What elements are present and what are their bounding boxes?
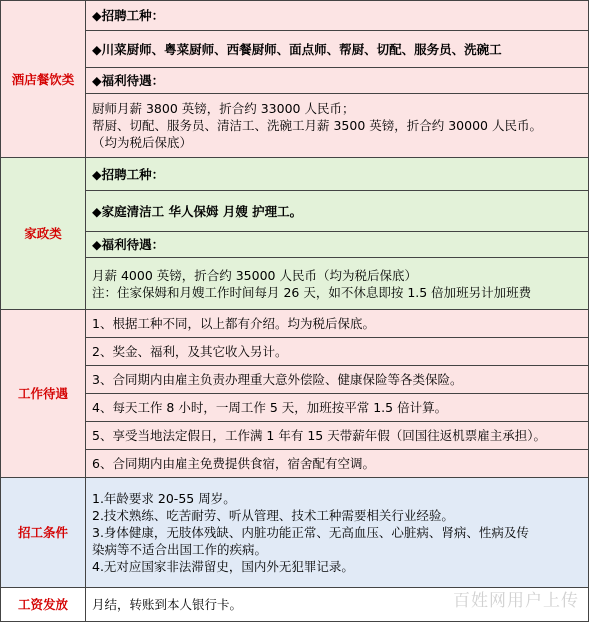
- domestic-category: 家政类: [1, 158, 86, 310]
- hotel-recruit-header-row: [1, 1, 589, 31]
- conditions-line: 1.年龄要求 20-55 周岁。: [92, 491, 236, 506]
- hotel-welfare-line: （均为税后保底）: [92, 135, 193, 150]
- treatment-row: [1, 450, 589, 478]
- domestic-welfare-header: ◆福利待遇：: [86, 232, 589, 258]
- conditions-line: 染病等不适合出国工作的疾病。: [92, 542, 268, 557]
- domestic-recruit-header-row: [1, 158, 589, 191]
- domestic-welfare-cell: [86, 258, 589, 310]
- treatment-item: 3、合同期内由雇主负责办理重大意外偿险、健康保险等各类保险。: [86, 366, 589, 394]
- watermark: 百姓网用户上传: [453, 591, 579, 611]
- hotel-welfare-line: 厨师月薪 3800 英镑，折合约 33000 人民币；: [92, 101, 355, 116]
- salary-text: 月结，转账到本人银行卡。: [86, 588, 589, 622]
- hotel-recruit-jobs: ◆川菜厨师、粤菜厨师、西餐厨师、面点师、帮厨、切配、服务员、洗碗工: [86, 31, 589, 68]
- domestic-welfare-line: 月薪 4000 英镑，折合约 35000 人民币（均为税后保底）: [92, 267, 417, 283]
- salary-row: [1, 588, 589, 622]
- domestic-recruit-jobs-row: [1, 191, 589, 232]
- conditions-category: 招工条件: [1, 478, 86, 588]
- hotel-welfare-header: ◆福利待遇：: [86, 68, 589, 94]
- hotel-welfare-header-row: [1, 68, 589, 94]
- treatment-row: [1, 338, 589, 366]
- treatment-row: [1, 422, 589, 450]
- domestic-recruit-header: ◆招聘工种：: [86, 158, 589, 191]
- domestic-recruit-jobs: ◆家庭清洁工 华人保姆 月嫂 护理工。: [86, 191, 589, 232]
- hotel-recruit-jobs-row: [1, 31, 589, 68]
- treatment-item: 4、每天工作 8 小时，一周工作 5 天，加班按平常 1.5 倍计算。: [86, 394, 589, 422]
- conditions-line: 3.身体健康，无肢体残缺、内脏功能正常、无高血压、心脏病、肾病、性病及传: [92, 525, 529, 540]
- hotel-welfare-cell: [86, 94, 589, 158]
- domestic-welfare-line: 注：住家保姆和月嫂工作时间每月 26 天，如不休息即按 1.5 倍加班另计加班费: [92, 284, 532, 300]
- treatment-row: [1, 366, 589, 394]
- hotel-welfare-line: 帮厨、切配、服务员、清洁工、洗碗工月薪 3500 英镑，折合约 30000 人民币。: [92, 118, 542, 133]
- treatment-item: 5、享受当地法定假日，工作满 1 年有 15 天带薪年假（回国往返机票雇主承担）。: [86, 422, 589, 450]
- treatment-item: 6、合同期内由雇主免费提供食宿，宿舍配有空调。: [86, 450, 589, 478]
- treatment-item: 2、奖金、福利，及其它收入另计。: [86, 338, 589, 366]
- domestic-welfare-row: [1, 258, 589, 310]
- domestic-welfare-header-row: [1, 232, 589, 258]
- conditions-line: 4.无对应国家非法滞留史，国内外无犯罪记录。: [92, 559, 354, 574]
- treatment-category: 工作待遇: [1, 310, 86, 478]
- salary-category: 工资发放: [1, 588, 86, 622]
- treatment-row: [1, 310, 589, 338]
- conditions-cell: [86, 478, 589, 588]
- conditions-row: [1, 478, 589, 588]
- treatment-row: [1, 394, 589, 422]
- hotel-welfare-row: [1, 94, 589, 158]
- treatment-item: 1、根据工种不同，以上都有介绍。均为税后保底。: [86, 310, 589, 338]
- conditions-line: 2.技术熟练、吃苦耐劳、听从管理、技术工种需要相关行业经验。: [92, 508, 454, 523]
- hotel-recruit-header: ◆招聘工种：: [86, 1, 589, 31]
- hotel-category: 酒店餐饮类: [1, 1, 86, 158]
